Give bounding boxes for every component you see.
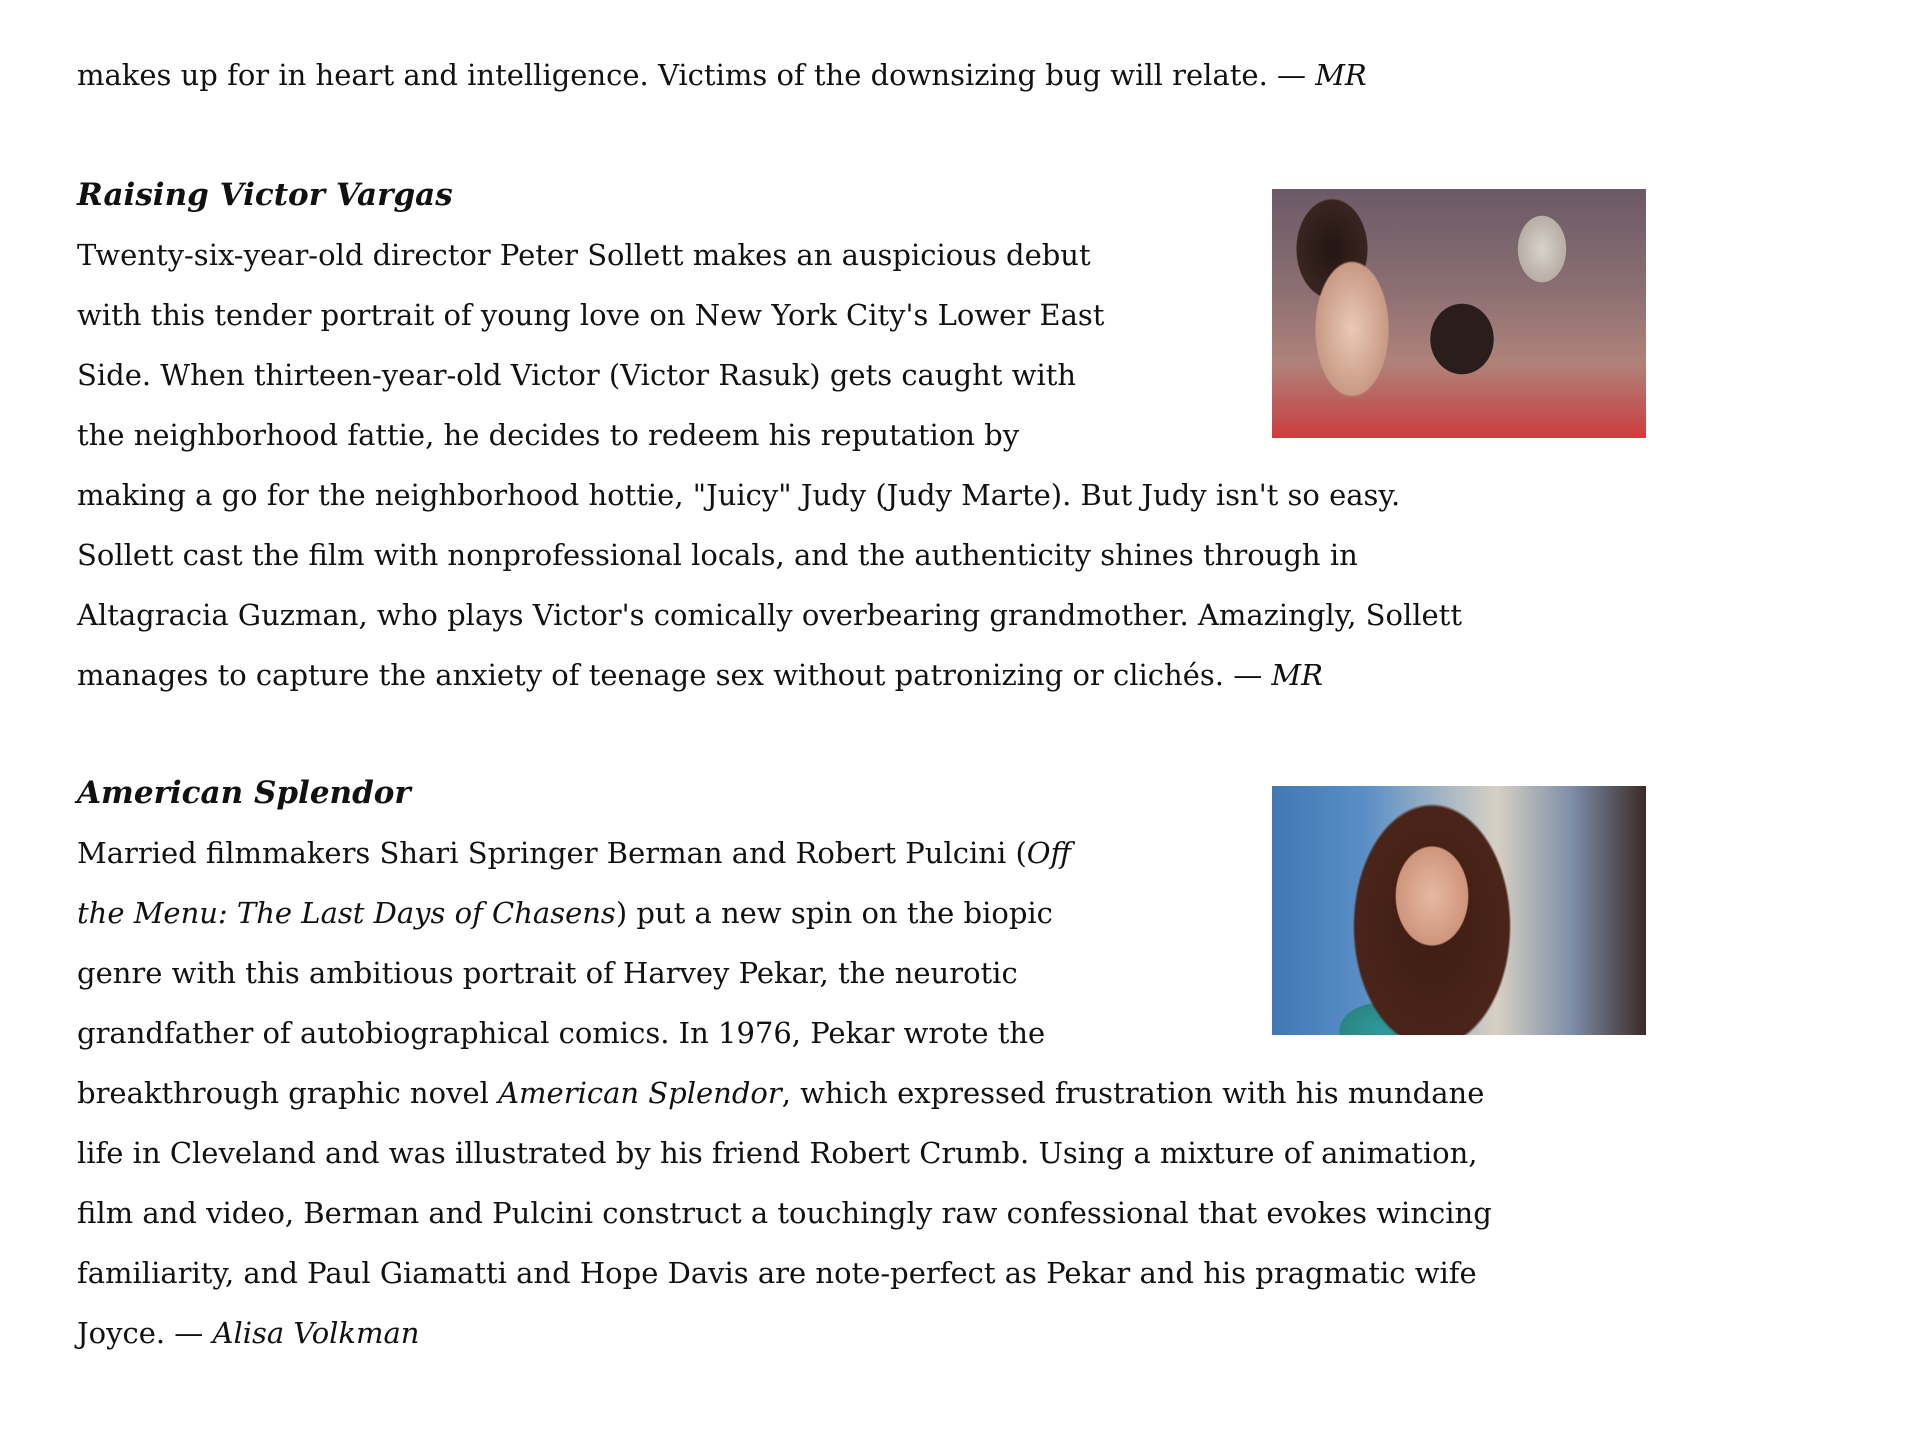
- film-title-italic: American Splendor: [498, 1076, 782, 1110]
- review-raising-victor-vargas: [77, 165, 1462, 705]
- film-title-italic: Off: [1026, 836, 1072, 870]
- review-line: making a go for the neighborhood hottie, "Juicy" Judy (Judy Marte). But Judy isn't so easy.: [77, 478, 1401, 512]
- review-line: breakthrough graphic novel: [77, 1076, 499, 1110]
- review-line: grandfather of autobiographical comics. In 1976, Pekar wrote the: [77, 1016, 1046, 1050]
- review-credit: MR: [1271, 658, 1323, 692]
- review-line: the neighborhood fattie, he decides to redeem his reputation by: [77, 418, 1020, 452]
- review-line: genre with this ambitious portrait of Harvey Pekar, the neurotic: [77, 956, 1018, 990]
- review-line: Twenty-six-year-old director Peter Sollett makes an auspicious debut: [77, 238, 1091, 272]
- review-line: with this tender portrait of young love on New York City's Lower East: [77, 298, 1105, 332]
- review-line: Altagracia Guzman, who plays Victor's comically overbearing grandmother. Amazingly, Sollett: [77, 598, 1462, 632]
- intro-credit: MR: [1315, 58, 1367, 92]
- review-title: Raising Victor Vargas: [77, 177, 453, 213]
- review-line: Side. When thirteen-year-old Victor (Victor Rasuk) gets caught with: [77, 358, 1077, 392]
- review-credit: Alisa Volkman: [212, 1316, 420, 1350]
- film-title-italic: the Menu: The Last Days of Chasens: [77, 896, 616, 930]
- review-line: manages to capture the anxiety of teenage sex without patronizing or clichés. —: [77, 658, 1272, 692]
- review-line: ) put a new spin on the biopic: [615, 896, 1053, 930]
- review-line: life in Cleveland and was illustrated by his friend Robert Crumb. Using a mixture of animation,: [77, 1136, 1478, 1170]
- review-american-splendor: [77, 763, 1492, 1363]
- intro-paragraph-end: [77, 45, 1367, 105]
- intro-text: makes up for in heart and intelligence. Victims of the downsizing bug will relate. —: [77, 58, 1316, 92]
- review-title: American Splendor: [77, 775, 411, 811]
- review-line: , which expressed frustration with his mundane: [781, 1076, 1485, 1110]
- review-line: Married filmmakers Shari Springer Berman and Robert Pulcini (: [77, 836, 1027, 870]
- review-line: film and video, Berman and Pulcini construct a touchingly raw confessional that evokes wincing: [77, 1196, 1492, 1230]
- review-line: familiarity, and Paul Giamatti and Hope Davis are note-perfect as Pekar and his pragmatic wife: [77, 1256, 1477, 1290]
- review-line: Sollett cast the film with nonprofessional locals, and the authenticity shines through in: [77, 538, 1358, 572]
- review-line: Joyce. —: [77, 1316, 213, 1350]
